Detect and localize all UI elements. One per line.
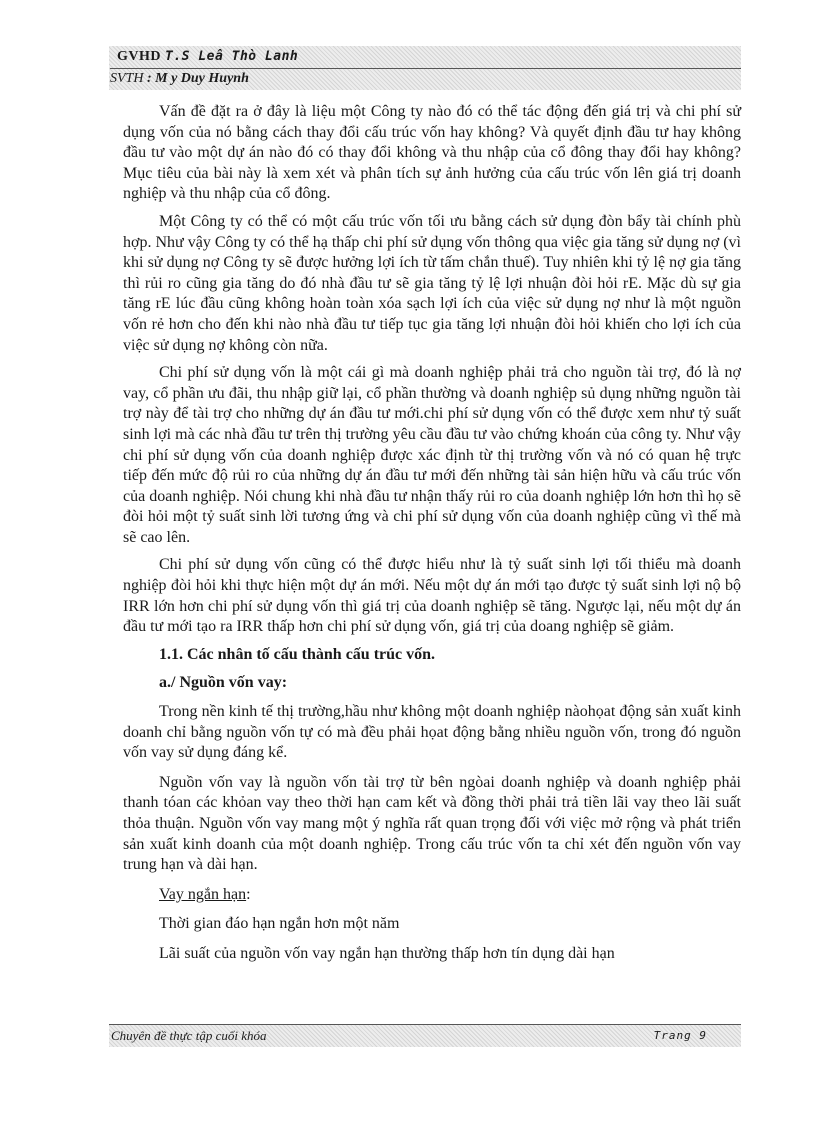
subheading-line [123,885,741,906]
student-name: : M y Duy Huynh [146,71,249,86]
paragraph: Chi phí sử dụng vốn cũng có thể được hiểu như là tỷ suất sinh lợi tối thiểu mà doanh nghiệp đòi hỏi khi thực hiện một dự án mới. Nếu một dự án mới tạo được tỷ suất sinh lợi nộ bộ IRR lớn hơn chi phí sử dụng vốn thì giá trị của doanh nghiệp sẽ tăng. Ngược lại, nếu một dự án đầu tư mới tạo ra IRR thấp hơn chi phí sử dụng vốn, giá trị của doang nghiệp sẽ giảm. [123,556,741,636]
student-label: SVTH [110,71,144,86]
page-footer [109,1024,741,1047]
advisor-name: T.S Leâ Thò Lanh [165,49,299,64]
section-heading: 1.1. Các nhân tố cấu thành cấu trúc vốn. [159,645,436,663]
page-number: Trang 9 [653,1029,707,1042]
paragraph: Trong nền kinh tế thị trường,hầu như không một doanh nghiệp nàohọat động sản xuất kinh doanh chỉ bằng nguồn vốn tự có mà đều phải họat động bằng nhiều nguồn vốn, trong đó nguồn vốn vay sử dụng đáng kể. [123,703,741,762]
text-line: Lãi suất của nguồn vốn vay ngắn hạn thường thấp hơn tín dụng dài hạn [159,944,615,962]
page-header [109,46,741,90]
paragraph: Chi phí sử dụng vốn là một cái gì mà doanh nghiệp phải trả cho nguồn tài trợ, đó là nợ vay, cổ phần ưu đãi, thu nhập giữ lại, cổ phần thường và doanh nghiệp sủ dụng những nguồn tài trợ này để tài trợ cho những dự án đầu tư mới.chi phí sử dụng vốn có thể được xem như tỷ suất sinh lợi mà các nhà đầu tư trên thị trường yêu cầu đầu tư vào chứng khoán của công ty. Như vậy chi phí sử dụng vốn của doanh nghiệp được xác định từ thị trường vốn và nó có quan hệ trực tiếp đến mức độ rủi ro của những dự án đầu tư mới đến những tài sản hiện hữu và cấu trúc vốn của doanh nghiệp. Nói chung khi nhà đầu tư nhận thấy rủi ro của doanh nghiệp lớn hơn thì họ sẽ đòi hỏi một tỷ suất sinh lời tương ứng và chi phí sử dụng vốn của doanh nghiệp cũng vì thế mà sẽ cao lên. [123,364,741,546]
advisor-label: GVHD [117,49,161,64]
student-line [110,68,741,87]
text-line: Thời gian đáo hạn ngắn hơn một năm [159,915,400,933]
subheading-text: Vay ngắn hạn [159,885,247,903]
advisor-line [117,49,298,65]
subheading-colon: : [246,885,251,903]
paragraph: Nguồn vốn vay là nguồn vốn tài trợ từ bên ngòai doanh nghiệp và doanh nghiệp phải thanh tóan các khỏan vay theo thời hạn cam kết và đồng thời phải trả tiền lãi vay theo lãi suất thỏa thuận. Nguồn vốn vay mang một ý nghĩa rất quan trọng đối với việc mở rộng và phát triển sản xuất kinh doanh của một doanh nghiệp. Trong cấu trúc vốn ta chỉ xét đến nguồn vốn vay trung hạn và dài hạn. [123,773,741,874]
footer-title: Chuyên đề thực tập cuối khóa [111,1028,267,1043]
subsection-heading: a./ Nguồn vốn vay: [159,674,288,692]
paragraph: Một Công ty có thể có một cấu trúc vốn tối ưu bằng cách sử dụng đòn bẩy tài chính phù hợp. Như vậy Công ty có thể hạ thấp chi phí sử dụng vốn thông qua việc gia tăng sử dụng nợ (vì khi sử dụng nợ Công ty sẽ được hưởng lợi ích từ tấm chắn thuế). Tuy nhiên khi tỷ lệ nợ gia tăng thì rủi ro cũng gia tăng do đó nhà đầu tư sẽ gia tăng tỷ lệ lợi nhuận đòi hỏi rE. Mặc dù sự gia tăng rE lúc đầu cũng không hoàn toàn xóa sạch lợi ích của việc sử dụng nợ như là một nguồn vốn rẻ hơn cho đến khi nào nhà đầu tư tiếp tục gia tăng lợi nhuận đòi hỏi khiến cho lợi ích của việc sử dụng nợ không còn nữa. [123,212,741,354]
page-body [123,102,741,974]
paragraph: Vấn đề đặt ra ở đây là liệu một Công ty nào đó có thể tác động đến giá trị và chi phí sử dụng vốn của nó bằng cách thay đổi cấu trúc vốn hay không? Và quyết định đầu tư hay không đầu tư vào một dự án nào đó có thay đổi không và thu nhập của cổ đông thay đổi hay không? Mục tiêu của bài này là xem xét và phân tích sự ảnh hưởng của cấu trúc vốn lên giá trị doanh nghiệp và thu nhập của cổ đông. [123,103,741,203]
